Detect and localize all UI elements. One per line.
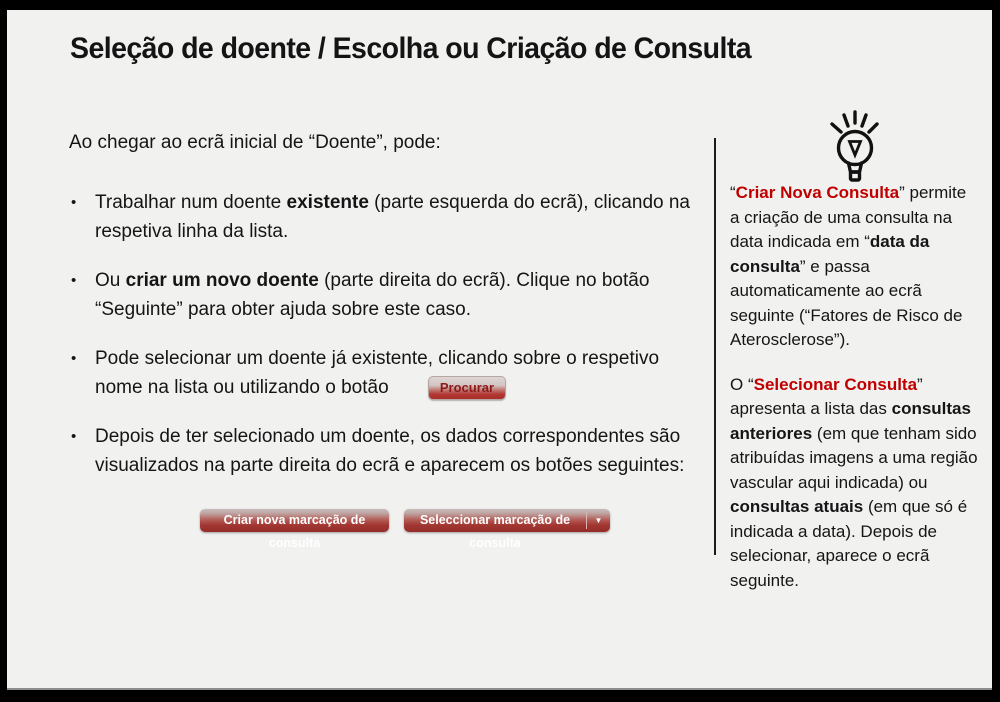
procurar-button[interactable]: Procurar — [428, 376, 506, 400]
tip-paragraph-create: “Criar Nova Consulta” permite a criação de uma consulta na data indicada em “data da consulta” e passa automaticamente ao ecrã seguinte (“Fatores de Risco de Aterosclerose”). — [730, 183, 967, 349]
select-consulta-label: Seleccionar marcação de consulta — [419, 513, 571, 550]
list-item — [71, 422, 711, 480]
list-item — [71, 266, 711, 324]
bullet-icon: • — [71, 350, 77, 367]
dropdown-arrow-icon[interactable]: ▼ — [594, 516, 603, 525]
intro-text: Ao chegar ao ecrã inicial de “Doente”, pode: — [69, 132, 441, 153]
select-consulta-button[interactable] — [404, 509, 610, 550]
bullet-icon: • — [71, 272, 77, 289]
vertical-divider — [714, 138, 716, 555]
list-item — [71, 188, 711, 246]
tips-panel — [730, 181, 978, 613]
page-title: Seleção de doente / Escolha ou Criação de Consulta — [70, 32, 752, 65]
list-item-text: Ou criar um novo doente (parte direita do ecrã). Clique no botão “Seguinte” para obter ajuda sobre este caso. — [95, 270, 650, 320]
list-item — [71, 344, 711, 402]
create-consulta-button[interactable]: Criar nova marcação de consulta — [200, 509, 389, 532]
list-item-text: Pode selecionar um doente já existente, clicando sobre o respetivo nome na lista ou utilizando o botão — [95, 348, 660, 398]
list-item-text: Depois de ter selecionado um doente, os dados correspondentes são visualizados na parte direita do ecrã e aparecem os botões seguintes: — [95, 426, 685, 476]
list-item-text: Trabalhar num doente existente (parte esquerda do ecrã), clicando na respetiva linha da lista. — [95, 192, 690, 242]
bullet-icon: • — [71, 428, 77, 445]
bullet-icon: • — [71, 194, 77, 211]
tip-paragraph-select: O “Selecionar Consulta” apresenta a lista das consultas anteriores (em que tenham sido atribuídas imagens a uma região vascular aqui indicada) ou consultas atuais (em que só é indicada a data). Depois de selecionar, aparece o ecrã seguinte. — [730, 374, 978, 590]
slide-canvas — [7, 10, 992, 690]
